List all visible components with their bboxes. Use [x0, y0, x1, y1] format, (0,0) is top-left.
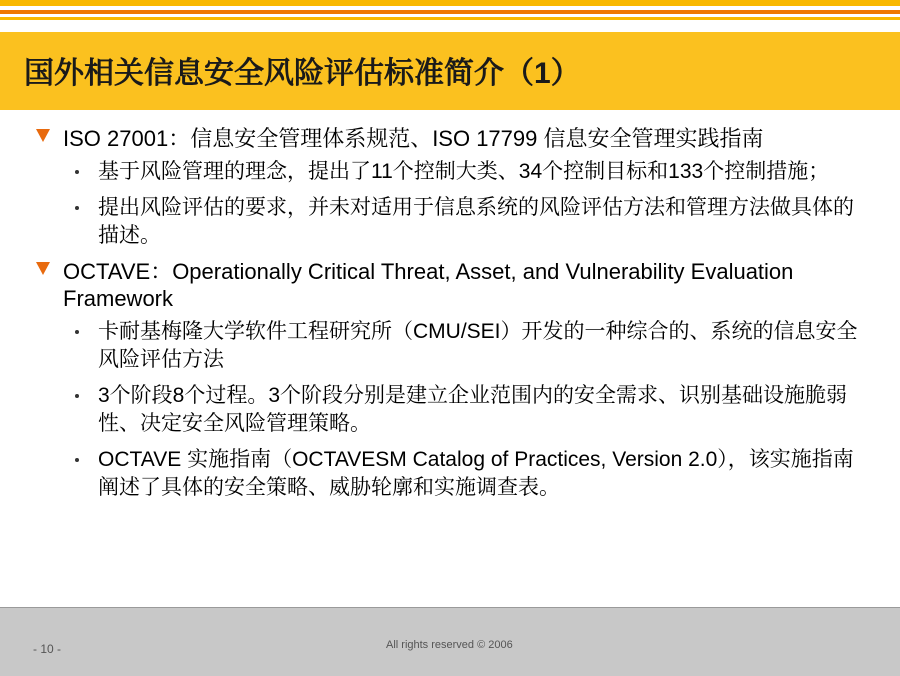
triangle-bullet-icon — [36, 262, 50, 275]
page-number: - 10 - — [33, 642, 62, 656]
sub-bullet-item — [63, 382, 900, 438]
sub-bullet-item — [63, 158, 900, 186]
dot-bullet-icon — [75, 170, 79, 174]
dot-bullet-icon — [75, 394, 79, 398]
sub-bullet-text: 3个阶段8个过程。3个阶段分别是建立企业范围内的安全需求、识别基础设施脆弱性、决定安全风险管理策略。 — [98, 384, 848, 435]
dot-bullet-icon — [75, 330, 79, 334]
slide-content — [0, 125, 900, 510]
main-bullet-text: ISO 27001：信息安全管理体系规范、ISO 17799 信息安全管理实践指南 — [63, 126, 764, 151]
sub-bullet-list — [63, 158, 900, 250]
sub-bullet-item — [63, 318, 900, 374]
sub-bullet-item — [63, 194, 900, 250]
sub-bullet-list — [63, 318, 900, 502]
dot-bullet-icon — [75, 458, 79, 462]
top-stripe-orange — [0, 10, 900, 14]
sub-bullet-text: OCTAVE 实施指南（OCTAVESM Catalog of Practices, Version 2.0），该实施指南阐述了具体的安全策略、威胁轮廓和实施调查表。 — [98, 448, 854, 499]
top-stripe-yellow-thin — [0, 17, 900, 20]
sub-bullet-text: 提出风险评估的要求，并未对适用于信息系统的风险评估方法和管理方法做具体的描述。 — [98, 196, 854, 247]
copyright-notice: All rights reserved © 2006 — [386, 639, 513, 651]
footer-bar — [0, 607, 900, 676]
main-bullet-item — [0, 125, 900, 250]
sub-bullet-text: 基于风险管理的理念，提出了11个控制大类、34个控制目标和133个控制措施； — [98, 160, 830, 183]
top-stripe-yellow — [0, 0, 900, 6]
triangle-bullet-icon — [36, 129, 50, 142]
main-bullet-item — [0, 258, 900, 502]
dot-bullet-icon — [75, 206, 79, 210]
slide-title: 国外相关信息安全风险评估标准简介（1） — [24, 57, 581, 90]
sub-bullet-item — [63, 446, 900, 502]
main-bullet-text: OCTAVE：Operationally Critical Threat, Asset, and Vulnerability Evaluation Framework — [63, 259, 794, 311]
sub-bullet-text: 卡耐基梅隆大学软件工程研究所（CMU/SEI）开发的一种综合的、系统的信息安全风险评估方法 — [98, 320, 858, 371]
